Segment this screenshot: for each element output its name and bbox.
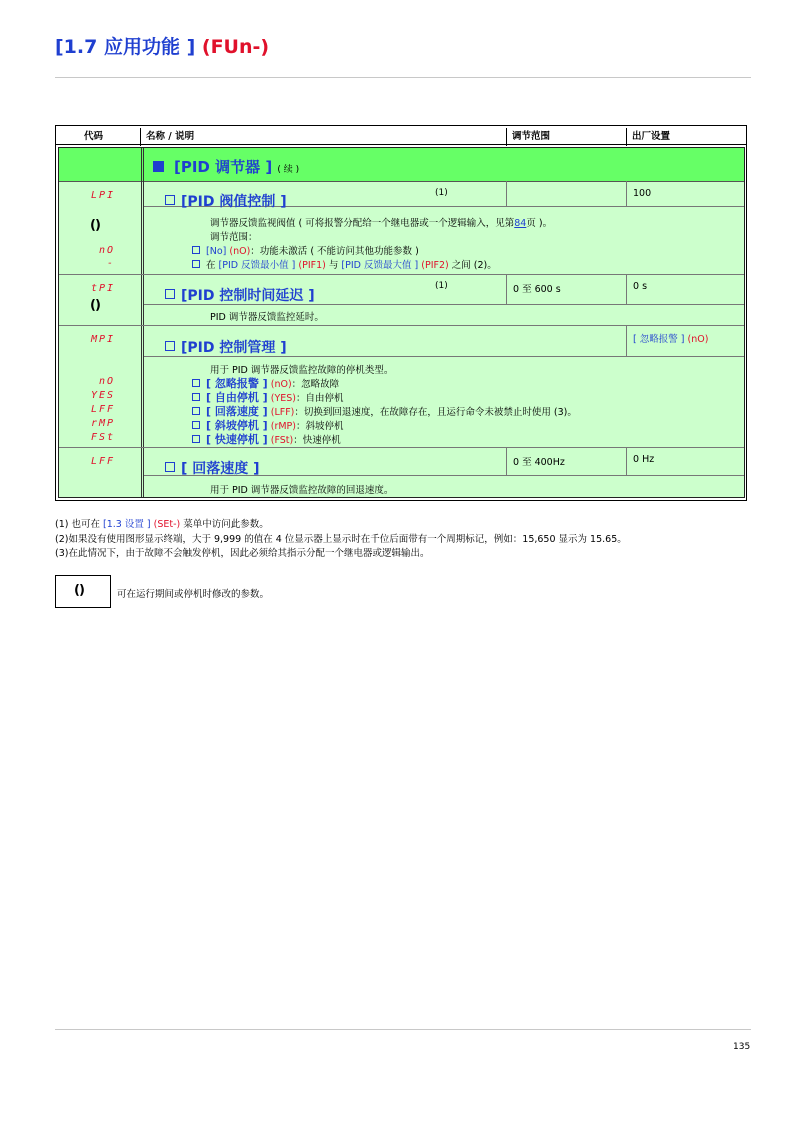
param-mpi-name: [PID 控制管理 ] (165, 337, 287, 357)
param-mpi-desc: 用于 PID 调节器反馈监控故障的停机类型。 (210, 365, 394, 376)
param-lff-factory: 0 Hz (633, 454, 655, 465)
table-header (56, 126, 746, 145)
param-lpi-factory: 100 (633, 188, 652, 199)
code-mpi-rmp: rMP (90, 418, 115, 429)
checkbox-icon (165, 195, 175, 205)
page-title (55, 32, 269, 59)
code-mpi-fst: FSt (90, 432, 115, 443)
legend-box (55, 575, 111, 608)
code-mpi-lff: LFF (90, 404, 115, 415)
param-tpi-range: 0 至 600 s (513, 284, 561, 295)
param-lpi-name: [PID 阀值控制 ] (165, 191, 287, 211)
param-lpi-range-label: 调节范围： (210, 232, 258, 243)
top-divider (55, 77, 751, 78)
footnote-1: (1) 也可在 [1.3 设置 ] (SEt-) 菜单中访问此参数。 (55, 519, 269, 530)
checkbox-icon (192, 379, 200, 387)
param-lpi-note: (1) (435, 188, 448, 198)
checkbox-icon (192, 407, 200, 415)
checkbox-icon (192, 435, 200, 443)
legend-text: 可在运行期间或停机时修改的参数。 (117, 589, 270, 600)
code-lpi-no: nO (98, 245, 115, 256)
param-mpi-factory: [ 忽略报警 ] (nO) (633, 334, 709, 345)
checkbox-icon (192, 260, 200, 268)
code-lpi-dash: - (106, 258, 115, 269)
header-factory: 出厂设置 (632, 131, 671, 142)
code-mpi-no: nO (98, 376, 115, 387)
code-lpi: LPI (90, 190, 115, 201)
footnote-3: (3)在此情况下，由于故障不会触发停机，因此必须给其指示分配一个继电器或逻辑输出。 (55, 548, 430, 559)
checkbox-icon (192, 421, 200, 429)
code-mpi: MPI (90, 334, 115, 345)
square-bullet-icon (153, 161, 164, 172)
param-tpi-desc: PID 调节器反馈监控延时。 (210, 312, 324, 323)
checkbox-icon (165, 341, 175, 351)
param-lpi-opt-range: 在 [PID 反馈最小值 ] (PIF1) 与 [PID 反馈最大值 ] (PIF2) 之间 (2)。 (192, 257, 497, 271)
footnote-2: (2)如果没有使用图形显示终端，大于 9,999 的值在 4 位显示器上显示时在千位后面带有一个周期标记，例如：15,650 显示为 15.65。 (55, 534, 627, 545)
checkbox-icon (165, 289, 175, 299)
page-title-text: [1.7 应用功能 ] (55, 36, 196, 58)
code-mpi-yes: YES (90, 390, 115, 401)
param-lff-desc: 用于 PID 调节器反馈监控故障的回退速度。 (210, 485, 394, 496)
checkbox-icon (192, 246, 200, 254)
header-name: 名称 / 说明 (146, 131, 195, 142)
modifiable-icon: () (74, 583, 84, 598)
header-code: 代码 (84, 131, 104, 142)
modifiable-icon: () (90, 218, 100, 233)
param-tpi-factory: 0 s (633, 281, 648, 292)
param-mpi-opt-no: [ 忽略报警 ] (nO)：忽略故障 (192, 375, 339, 391)
param-mpi-opt-lff: [ 回落速度 ] (LFF)：切换到回退速度，在故障存在，且运行命令未被禁止时使用 (3)。 (192, 403, 577, 419)
param-tpi-name: [PID 控制时间延迟 ] (165, 285, 315, 305)
page-title-code: (FUn-) (201, 36, 270, 58)
param-lff-name: [ 回落速度 ] (165, 458, 260, 478)
param-tpi-note: (1) (435, 281, 448, 291)
param-lpi-desc: 调节器反馈监视阀值 ( 可将报警分配给一个继电器或一个逻辑输入，见第84页 )。 (210, 218, 553, 229)
param-mpi-opt-yes: [ 自由停机 ] (YES)：自由停机 (192, 389, 344, 405)
param-lff-range: 0 至 400Hz (513, 457, 565, 468)
page-link[interactable]: 84 (514, 218, 527, 229)
parameter-table (55, 125, 747, 501)
modifiable-icon: () (90, 298, 100, 313)
bottom-divider (55, 1029, 751, 1030)
page-number: 135 (733, 1042, 751, 1052)
param-mpi-opt-fst: [ 快速停机 ] (FSt)：快速停机 (192, 431, 341, 447)
section-title: [PID 调节器 ] ( 续 ) (153, 156, 299, 177)
checkbox-icon (192, 393, 200, 401)
code-lff: LFF (90, 456, 115, 467)
table-body (58, 147, 745, 498)
header-range: 调节范围 (512, 131, 551, 142)
param-mpi-opt-rmp: [ 斜坡停机 ] (rMP)：斜坡停机 (192, 417, 344, 433)
section-continued: ( 续 ) (277, 165, 300, 175)
code-tpi: tPI (90, 283, 115, 294)
checkbox-icon (165, 462, 175, 472)
param-lpi-opt-no: [No] (nO)：功能未激活 ( 不能访问其他功能参数 ) (192, 243, 419, 257)
